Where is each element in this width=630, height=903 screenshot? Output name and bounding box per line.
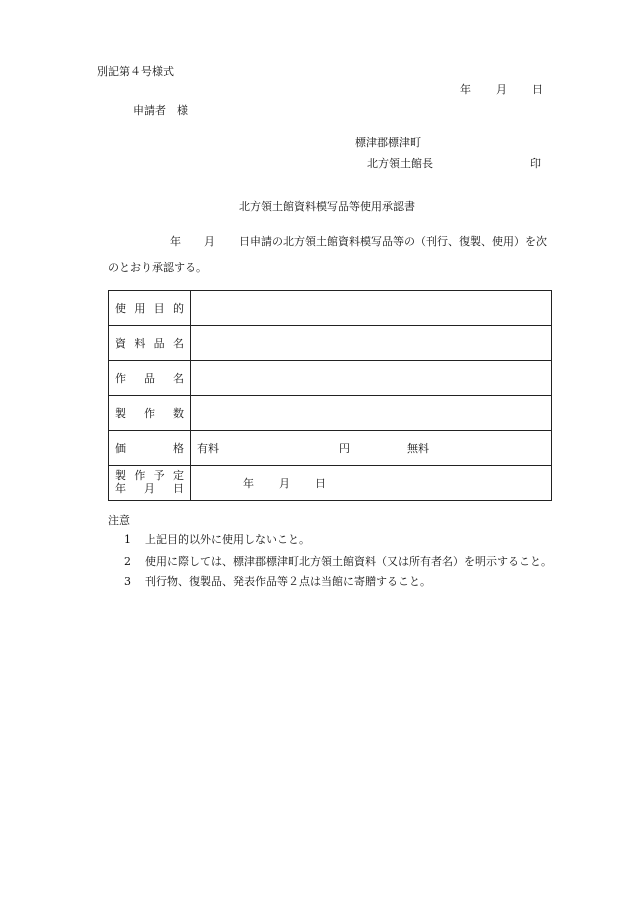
- addressee: 申請者 様: [133, 104, 188, 117]
- label-quantity: [109, 396, 191, 431]
- body-year: 年: [170, 235, 181, 248]
- date-year-label: 年: [460, 83, 471, 96]
- label-char: 定: [172, 469, 184, 483]
- label-char: 月: [144, 482, 155, 495]
- label-price: [109, 431, 191, 466]
- label-char: 製: [115, 469, 126, 483]
- label-work-name: [109, 361, 191, 396]
- value-purpose[interactable]: [191, 291, 552, 326]
- schedule-year-label: 年: [243, 477, 254, 490]
- label-char: 使: [115, 302, 126, 315]
- note-text: 使用に際しては、標津郡標津町北方領土館資料（又は所有者名）を明示すること。: [145, 555, 552, 568]
- issuer-town: 標津郡標津町: [355, 136, 421, 149]
- label-char: 目: [153, 302, 165, 315]
- price-yen-label: 円: [339, 442, 350, 455]
- value-price[interactable]: [191, 431, 552, 466]
- label-char: 格: [173, 442, 184, 455]
- table-row-purpose: [109, 291, 552, 326]
- table-row-quantity: [109, 396, 552, 431]
- label-char: 用: [134, 302, 146, 315]
- date-day-label: 日: [532, 83, 543, 96]
- label-char: 予: [153, 469, 165, 483]
- value-quantity[interactable]: [191, 396, 552, 431]
- label-char: 年: [115, 482, 126, 495]
- table-row-work-name: [109, 361, 552, 396]
- label-char: 日: [173, 482, 184, 495]
- body-month: 月: [204, 235, 215, 248]
- label-char: 品: [144, 372, 155, 385]
- note-number: 3: [124, 575, 131, 588]
- date-month-label: 月: [496, 83, 507, 96]
- value-schedule[interactable]: [191, 466, 552, 501]
- label-item-name: [109, 326, 191, 361]
- note-number: 1: [124, 533, 131, 546]
- issuer-title: 北方領土館長: [367, 157, 433, 170]
- value-work-name[interactable]: [191, 361, 552, 396]
- note-text: 上記目的以外に使用しないこと。: [145, 533, 310, 546]
- approval-table: [108, 290, 552, 501]
- table-row-price: [109, 431, 552, 466]
- price-paid-label: 有料: [197, 442, 219, 455]
- label-char: 資: [115, 337, 126, 350]
- note-number: 2: [124, 555, 131, 568]
- note-text: 刊行物、復製品、発表作品等２点は当館に寄贈すること。: [145, 575, 431, 588]
- body-line2: のとおり承認する。: [108, 261, 207, 274]
- document-title: 北方領土館資料模写品等使用承認書: [239, 200, 415, 213]
- label-char: 作: [144, 407, 155, 420]
- label-schedule: [109, 466, 191, 501]
- label-char: 名: [173, 372, 184, 385]
- label-char: 価: [115, 442, 126, 455]
- table-row-schedule: [109, 466, 552, 501]
- body-line1: 日申請の北方領土館資料模写品等の（刊行、復製、使用）を次: [239, 235, 547, 248]
- label-char: 作: [115, 372, 126, 385]
- form-label: 別記第４号様式: [97, 65, 174, 78]
- schedule-day-label: 日: [315, 477, 326, 490]
- label-char: 的: [172, 302, 184, 315]
- label-char: 名: [172, 337, 184, 350]
- seal-mark: 印: [530, 157, 541, 170]
- label-purpose: [109, 291, 191, 326]
- label-char: 数: [173, 407, 184, 420]
- label-char: 製: [115, 407, 126, 420]
- notes-heading: 注意: [108, 514, 130, 527]
- table-row-item-name: [109, 326, 552, 361]
- price-free-label: 無料: [407, 442, 429, 455]
- label-char: 料: [134, 337, 146, 350]
- value-item-name[interactable]: [191, 326, 552, 361]
- label-char: 作: [134, 469, 146, 483]
- label-char: 品: [153, 337, 165, 350]
- schedule-month-label: 月: [279, 477, 290, 490]
